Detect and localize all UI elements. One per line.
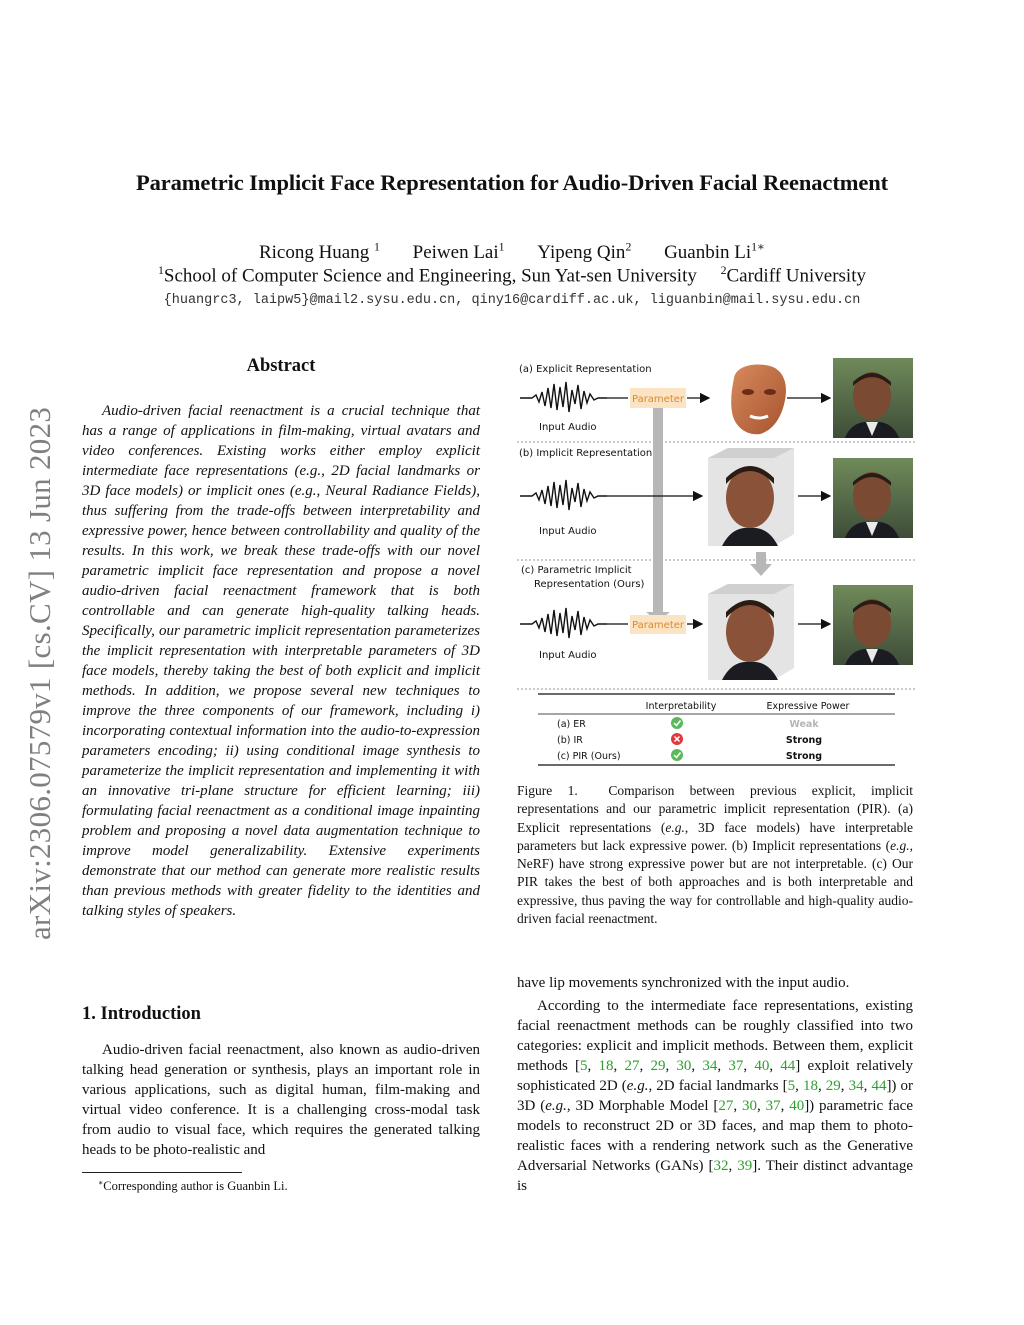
power-pir: Strong <box>785 751 823 762</box>
citation-link[interactable]: 5 <box>580 1058 588 1074</box>
author-4: Guanbin $Li^{1∗}$ <box>664 241 766 264</box>
label-parametric-1: (c) Parametric Implicit <box>521 565 632 576</box>
table-row-ir: (b) IR <box>557 735 583 746</box>
citation-link[interactable]: 18 <box>802 1078 818 1094</box>
footnote: ∗Corresponding author is Guanbin Li. <box>98 1178 288 1194</box>
citation-link[interactable]: 32 <box>713 1158 729 1174</box>
audio-waveform-a <box>520 382 607 412</box>
rendered-photo-b <box>833 458 913 538</box>
affiliations: $^1$School of Computer Science and Engineering, Sun Yat-sen University $^2$Cardiff University <box>157 264 866 287</box>
citation-link[interactable]: 27 <box>624 1058 640 1074</box>
label-implicit: (b) Implicit Representation <box>519 448 653 459</box>
parameter-label-a: Parameter <box>631 394 685 405</box>
power-ir: Strong <box>785 735 823 746</box>
citation-link[interactable]: 30 <box>741 1098 757 1114</box>
figure-caption: Figure 1. Comparison between previous explicit, implicit representations and our parametric implicit representation (PIR). (a) Explicit representations (e.g., 3D face models) have interpretable parameters but lack expressive power. (b) Implicit representations (e.g., NeRF) have strong expressive power but are not interpretable. (c) Our PIR takes the best of both approaches and is both interpretable and expressive, thus paving the way for controllable and high-quality audio-driven facial reenactment. <box>517 783 913 927</box>
citation-link[interactable]: 44 <box>780 1058 796 1074</box>
citation-link[interactable]: 34 <box>848 1078 864 1094</box>
table-row-er: (a) ER <box>557 719 586 730</box>
rendered-photo-a <box>833 358 913 438</box>
input-audio-label-c: Input Audio <box>539 650 597 661</box>
citation-link[interactable]: 30 <box>676 1058 692 1074</box>
author-3: Yipeng Qin$^2$ <box>537 241 632 264</box>
parameter-link-arrow <box>653 408 663 612</box>
comparison-table <box>538 694 895 765</box>
author-1: Ricong Huang $^1$ <box>258 241 380 264</box>
footnote-rule <box>82 1172 242 1173</box>
intro-paragraph-1-continued: have lip movements synchronized with the input audio. <box>517 975 850 991</box>
citation-link[interactable]: 37 <box>765 1098 781 1114</box>
citation-link[interactable]: 29 <box>650 1058 666 1074</box>
citation-link[interactable]: 5 <box>787 1078 796 1094</box>
citation-link[interactable]: 29 <box>825 1078 841 1094</box>
citation-link[interactable]: 39 <box>737 1158 753 1174</box>
citation-link[interactable]: 40 <box>754 1058 770 1074</box>
input-audio-label-b: Input Audio <box>539 526 597 537</box>
arxiv-stamp: arXiv:2306.07579v1 [cs.CV] 13 Jun 2023 <box>22 406 57 940</box>
author-list <box>0 240 1024 264</box>
citation-link[interactable]: 27 <box>718 1098 734 1114</box>
parameter-label-c: Parameter <box>631 620 685 631</box>
input-audio-label-a: Input Audio <box>539 422 597 433</box>
author-2: Peiwen Lai$^1$ <box>412 241 505 264</box>
abstract-heading: Abstract <box>246 356 316 376</box>
table-row-pir: (c) PIR (Ours) <box>557 751 621 762</box>
table-header-interpretability: Interpretability <box>645 701 717 712</box>
paper-title: Parametric Implicit Face Representation for Audio-Driven Facial Reenactment <box>135 170 889 195</box>
citation-link[interactable]: 37 <box>728 1058 744 1074</box>
intro-paragraph-1: Audio-driven facial reenactment, also known as audio-driven talking head generation or synthesis, plays an important role in various applications, such as digital human, film-making and virtual video conference. It is a challenging cross-modal task from audio to visual face, which requires the generated talking heads to be photo-realistic and <box>82 1042 480 1158</box>
label-explicit: (a) Explicit Representation <box>519 364 652 375</box>
citation-link[interactable]: 34 <box>702 1058 718 1074</box>
abstract-text: Audio-driven facial reenactment is a crucial technique that has a range of applications in film-making, virtual avatars and video conferences. Existing works either employ explicit intermediate face representations (e.g., 2D facial landmarks or 3D face models) or implicit ones (e.g., Neural Radiance Fields), thus suffering from the trade-offs between interpretability and expressive power, hence between controllability and quality of the results. In this work, we break these trade-offs with our novel parametric implicit face representation and propose a novel audio-driven facial reenactment framework that is both controllable and can generate high-quality talking heads. Specifically, our parametric implicit representation parameterizes the implicit representation with interpretable parameters of 3D face models, thereby taking the best of both explicit and implicit methods. In addition, we propose several new techniques to improve the three components of our framework, including i) incorporating contextual information into the audio-to-expression parameters encoding; ii) using conditional image synthesis to parameterize the implicit representation and implementing it with an innovative tri-plane structure for efficient learning; iii) formulating facial reenactment as a conditional image inpainting problem and proposing a novel data augmentation technique to improve model generalizability. Extensive experiments demonstrate that our method can generate more realistic results than previous methods with greater fidelity to the identities and talking styles of speakers. <box>82 403 480 919</box>
table-header-expressive-power: Expressive Power <box>766 701 850 712</box>
audio-waveform-b <box>520 480 607 510</box>
citation-link[interactable]: 18 <box>598 1058 614 1074</box>
3d-face-model <box>731 365 786 435</box>
check-icon <box>671 717 683 729</box>
figure-1 <box>512 354 922 774</box>
audio-waveform-c <box>520 608 607 638</box>
implicit-volume-b <box>708 448 794 546</box>
check-icon <box>671 749 683 761</box>
author-emails: {huangrc3, laipw5}@mail2.sysu.edu.cn, qiny16@cardiff.ac.uk, liguanbin@mail.sysu.edu.cn <box>163 293 861 308</box>
implicit-volume-c <box>708 584 794 680</box>
section-heading-introduction: 1. Introduction <box>82 1004 201 1024</box>
label-parametric-2: Representation (Ours) <box>534 579 645 590</box>
intro-paragraph-2: According to the intermediate face representations, existing facial reenactment methods can be roughly classified into two categories: explicit and implicit methods. Between them, explicit methods [5, 18, 27, 29, 30, 34, 37, 40, 44] exploit relatively sophisticated 2D (e.g., 2D facial landmarks [5, 18, 29, 34, 44]) or 3D (e.g., 3D Morphable Model [27, 30, 37, 40]) parametric face models to reconstruct 2D or 3D faces, and map them to photo-realistic faces with a rendering network such as the Generative Adversarial Networks (GANs) [32, 39]. Their distinct advantage is <box>517 998 914 1194</box>
citation-link[interactable]: 40 <box>789 1098 805 1114</box>
power-er: Weak <box>789 719 819 730</box>
citation-link[interactable]: 44 <box>871 1078 887 1094</box>
rendered-photo-c <box>833 585 913 665</box>
